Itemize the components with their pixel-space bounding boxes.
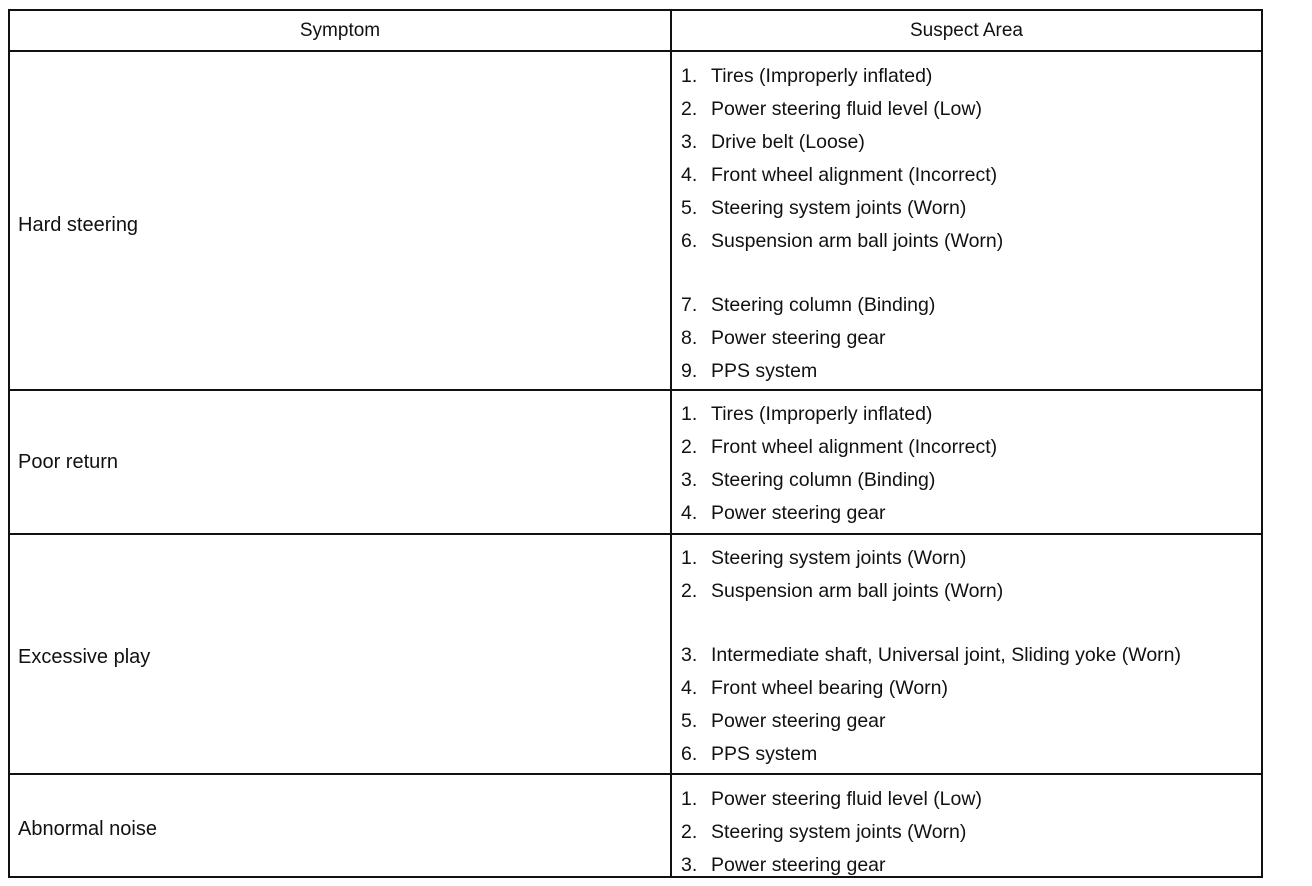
- header-symptom: Symptom: [299, 19, 381, 41]
- list-item: 2. Steering system joints (Worn): [681, 821, 967, 843]
- table-header: [10, 11, 1261, 52]
- table-row: [10, 52, 1261, 391]
- suspect-list: [681, 542, 1181, 771]
- symptom-label: Excessive play: [18, 646, 151, 668]
- list-item: 3. Intermediate shaft, Universal joint, Sliding yoke (Worn): [681, 644, 1182, 666]
- list-item: 1. Tires (Improperly inflated): [681, 403, 933, 425]
- list-item: 8. Power steering gear: [681, 327, 886, 349]
- list-item: 5. Steering system joints (Worn): [681, 197, 967, 219]
- table-row: [10, 775, 1261, 876]
- list-item: 2. Suspension arm ball joints (Worn): [681, 580, 1004, 602]
- list-item: 1. Steering system joints (Worn): [681, 547, 967, 569]
- list-item: 3. Steering column (Binding): [681, 469, 936, 491]
- symptom-label: Abnormal noise: [18, 818, 157, 840]
- suspect-list: [681, 60, 1003, 388]
- list-item: 1. Tires (Improperly inflated): [681, 65, 933, 87]
- list-item: 2. Power steering fluid level (Low): [681, 98, 982, 120]
- list-item: 5. Power steering gear: [681, 710, 886, 732]
- suspect-list: [681, 398, 997, 530]
- list-item: 6. Suspension arm ball joints (Worn): [681, 230, 1004, 252]
- header-suspect-area: Suspect Area: [909, 19, 1024, 41]
- diagnosis-table: [8, 9, 1263, 878]
- list-item: 4. Front wheel alignment (Incorrect): [681, 164, 998, 186]
- list-item: 2. Front wheel alignment (Incorrect): [681, 436, 998, 458]
- table-row: [10, 391, 1261, 535]
- list-item: 9. PPS system: [681, 360, 818, 382]
- list-item: 3. Power steering gear: [681, 854, 886, 876]
- symptom-label: Hard steering: [18, 214, 139, 236]
- list-item: 4. Power steering gear: [681, 502, 886, 524]
- list-item: 6. PPS system: [681, 743, 818, 765]
- table-row: [10, 535, 1261, 775]
- list-item: 7. Steering column (Binding): [681, 294, 936, 316]
- list-item: 3. Drive belt (Loose): [681, 131, 865, 153]
- suspect-list: [681, 783, 982, 882]
- list-item: 1. Power steering fluid level (Low): [681, 788, 982, 810]
- symptom-label: Poor return: [18, 451, 119, 473]
- list-item: 4. Front wheel bearing (Worn): [681, 677, 948, 699]
